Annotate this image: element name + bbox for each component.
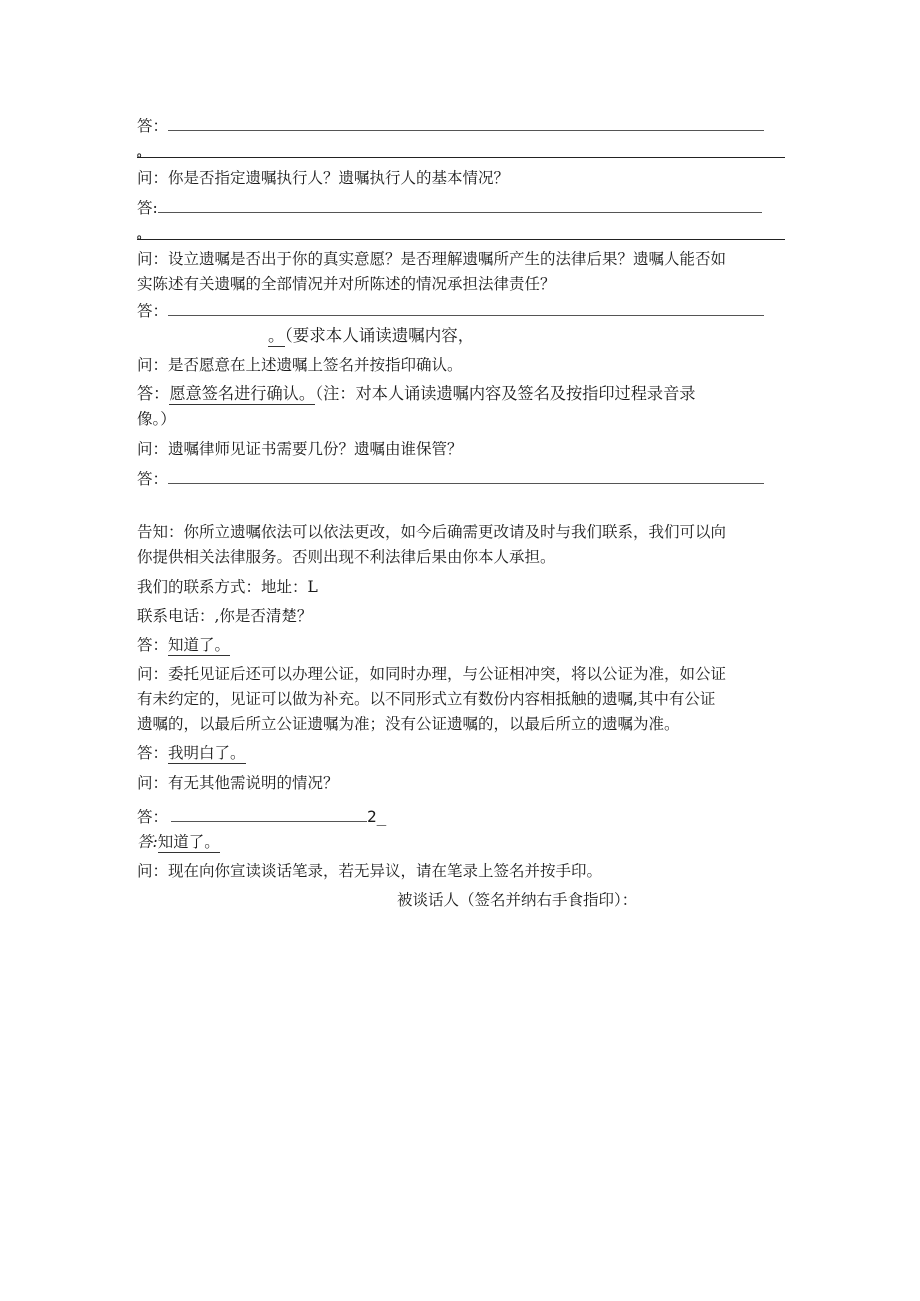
answer-label: 答： (137, 470, 169, 488)
question-notary-line3: 遗嘱的，以最后所立公证遗嘱为准；没有公证遗嘱的，以最后所立的遗嘱为准。 (137, 715, 680, 733)
answer-blank (168, 118, 764, 131)
question-executor: 问：你是否指定遗嘱执行人？遗嘱执行人的基本情况？ (137, 169, 510, 187)
answer-label: 答： (137, 384, 170, 403)
signature-label: 被谈话人（签名并纳右手食指印）： (397, 891, 638, 909)
answer-tail-underlined: 。 (268, 326, 285, 345)
answer-sign-confirm (137, 384, 695, 404)
question-notary-line2: 有未约定的，见证可以做为补充。以不同形式立有数份内容相抵触的遗嘱,其中有公证 (137, 690, 716, 708)
answer-blank (168, 471, 764, 484)
answer-blank (171, 809, 367, 822)
answer-line-8 (137, 807, 386, 827)
recording-note-cont: 像。） (137, 410, 176, 428)
question-sign-confirm: 问：是否愿意在上述遗嘱上签名并按指印确认。 (137, 356, 463, 374)
answer-label: 答: (137, 199, 158, 217)
question-intent-line2: 实陈述有关遗嘱的全部情况并对所陈述的情况承担法律责任？ (137, 275, 556, 293)
answer-line-5 (137, 469, 764, 489)
recite-instruction (268, 326, 474, 346)
answer-label: 答： (137, 744, 169, 762)
question-notary-line1: 问：委托见证后还可以办理公证，如同时办理，与公证相冲突，将以公证为准，如公证 (137, 665, 727, 683)
period-mark: 。 (137, 227, 150, 241)
contact-phone: 联系电话：,你是否清楚？ (137, 607, 313, 625)
contact-address: 我们的联系方式：地址：L (137, 578, 318, 596)
answer-label: 答： (137, 302, 169, 320)
answer-label: 答： (137, 808, 169, 826)
answer-blank (168, 303, 764, 316)
answer-label: 答： (137, 117, 169, 135)
answer-understood-3 (137, 832, 220, 852)
question-read-record: 问：现在向你宣读谈话笔录，若无异议，请在笔录上签名并按手印。 (137, 862, 603, 880)
answer-label: 答: (137, 833, 158, 851)
answer-understood-1 (137, 635, 230, 655)
answer-line-2 (137, 198, 762, 218)
question-copies: 问：遗嘱律师见证书需要几份？遗嘱由谁保管？ (137, 440, 463, 458)
answer-underlined: 知道了。 (157, 833, 220, 851)
answer-underlined: 愿意签名进行确认。 (169, 384, 316, 403)
recording-note: （注：对本人诵读遗嘱内容及签名及按指印过程录音录 (315, 384, 696, 403)
answer-underlined: 知道了。 (168, 636, 231, 654)
answer-blank (158, 200, 762, 213)
answer-label: 答： (137, 636, 169, 654)
divider-rule (137, 239, 785, 240)
page-number: 2_ (367, 807, 387, 826)
question-intent-line1: 问：设立遗嘱是否出于你的真实意愿？是否理解遗嘱所产生的法律后果？遗嘱人能否如 (137, 250, 727, 268)
question-other: 问：有无其他需说明的情况？ (137, 774, 339, 792)
notice-line2: 你提供相关法律服务。否则出现不利法律后果由你本人承担。 (137, 548, 556, 566)
answer-line-1 (137, 116, 764, 136)
period-mark: 。 (137, 145, 150, 159)
notice-line1: 告知：你所立遗嘱依法可以依法更改，如今后确需更改请及时与我们联系，我们可以向 (137, 523, 727, 541)
answer-underlined: 我明白了。 (168, 744, 246, 762)
divider-rule (137, 157, 785, 158)
answer-understood-2 (137, 743, 246, 763)
answer-line-3 (137, 301, 764, 321)
recite-note: （要求本人诵读遗嘱内容， (284, 326, 475, 345)
